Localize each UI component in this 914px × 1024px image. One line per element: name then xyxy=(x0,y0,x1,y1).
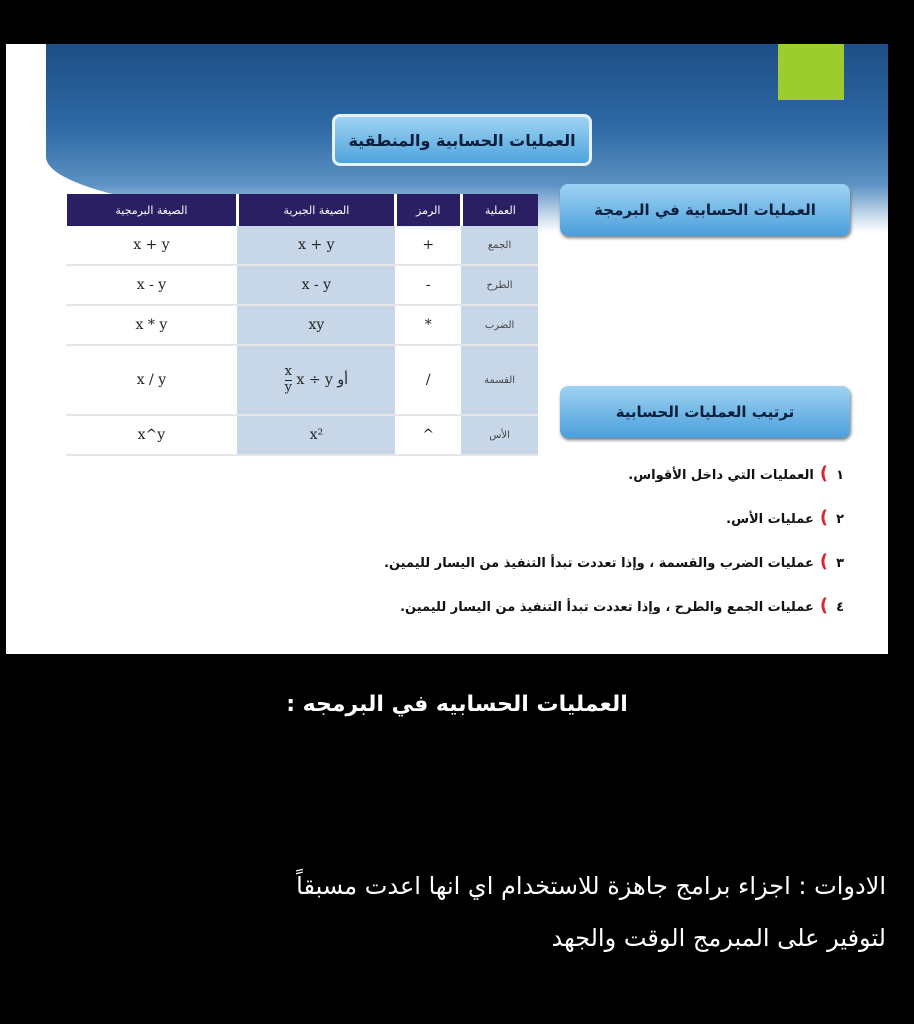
cell-symbol: / xyxy=(395,345,461,415)
slide-frame xyxy=(6,44,888,654)
notes-text xyxy=(66,860,886,964)
cell-operation: الجمع xyxy=(461,226,538,265)
item-number: ١ xyxy=(836,468,844,483)
table-row xyxy=(66,226,539,265)
cell-symbol: * xyxy=(395,305,461,345)
paren-icon: ) xyxy=(819,595,829,616)
cell-algebraic: x - y xyxy=(237,265,395,305)
cell-operation: الضرب xyxy=(461,305,538,345)
cell-programming: x - y xyxy=(66,265,238,305)
green-accent-square xyxy=(778,44,844,100)
paren-icon: ) xyxy=(819,551,829,572)
cell-symbol: - xyxy=(395,265,461,305)
cell-symbol: ^ xyxy=(395,415,461,455)
division-alternative: أو x ÷ y xyxy=(296,372,349,388)
item-text: العمليات التي داخل الأقواس. xyxy=(628,468,814,483)
operations-order-list xyxy=(284,452,844,628)
table-row xyxy=(66,265,539,305)
item-text: عمليات الضرب والقسمة ، وإذا تعددت تبدأ التنفيذ من اليسار لليمين. xyxy=(384,556,814,571)
table-row xyxy=(66,305,539,345)
notes-line-2: لتوفير على المبرمج الوقت والجهد xyxy=(551,924,886,952)
header-algebraic: الصيغة الجبرية xyxy=(237,194,395,226)
table-row xyxy=(66,415,539,455)
list-item xyxy=(284,584,844,628)
header-programming: الصيغة البرمجية xyxy=(66,194,238,226)
fraction-denominator: y xyxy=(284,379,293,395)
cell-operation: القسمة xyxy=(461,345,538,415)
table-header-row xyxy=(66,194,539,226)
operations-order-button[interactable]: ترتيب العمليات الحسابية xyxy=(560,386,850,438)
cell-operation: الطرح xyxy=(461,265,538,305)
list-item xyxy=(284,452,844,496)
item-number: ٣ xyxy=(836,556,844,571)
video-caption: العمليات الحسابيه في البرمجه : xyxy=(286,692,628,717)
list-item xyxy=(284,540,844,584)
cell-programming: x * y xyxy=(66,305,238,345)
operations-table xyxy=(64,194,538,456)
programming-operations-button[interactable]: العمليات الحسابية في البرمجة xyxy=(560,184,850,236)
header-operation: العملية xyxy=(461,194,538,226)
item-number: ٢ xyxy=(836,512,844,527)
cell-operation: الأس xyxy=(461,415,538,455)
paren-icon: ) xyxy=(819,507,829,528)
cell-algebraic: x² xyxy=(237,415,395,455)
item-number: ٤ xyxy=(836,600,844,615)
table-row xyxy=(66,345,539,415)
cell-symbol: + xyxy=(395,226,461,265)
header-symbol: الرمز xyxy=(395,194,461,226)
cell-programming: x + y xyxy=(66,226,238,265)
slide-title: العمليات الحسابية والمنطقية xyxy=(332,114,592,166)
notes-line-1: الادوات : اجزاء برامج جاهزة للاستخدام اي انها اعدت مسبقاً xyxy=(296,872,886,900)
cell-algebraic: x + y xyxy=(237,226,395,265)
paren-icon: ) xyxy=(819,463,829,484)
fraction-numerator: x xyxy=(284,364,293,380)
cell-programming: x / y xyxy=(66,345,238,415)
fraction xyxy=(285,365,292,395)
item-text: عمليات الجمع والطرح ، وإذا تعددت تبدأ التنفيذ من اليسار لليمين. xyxy=(400,600,814,615)
item-text: عمليات الأس. xyxy=(726,512,814,527)
list-item xyxy=(284,496,844,540)
cell-algebraic xyxy=(237,345,395,415)
cell-programming: x^y xyxy=(66,415,238,455)
cell-algebraic: xy xyxy=(237,305,395,345)
